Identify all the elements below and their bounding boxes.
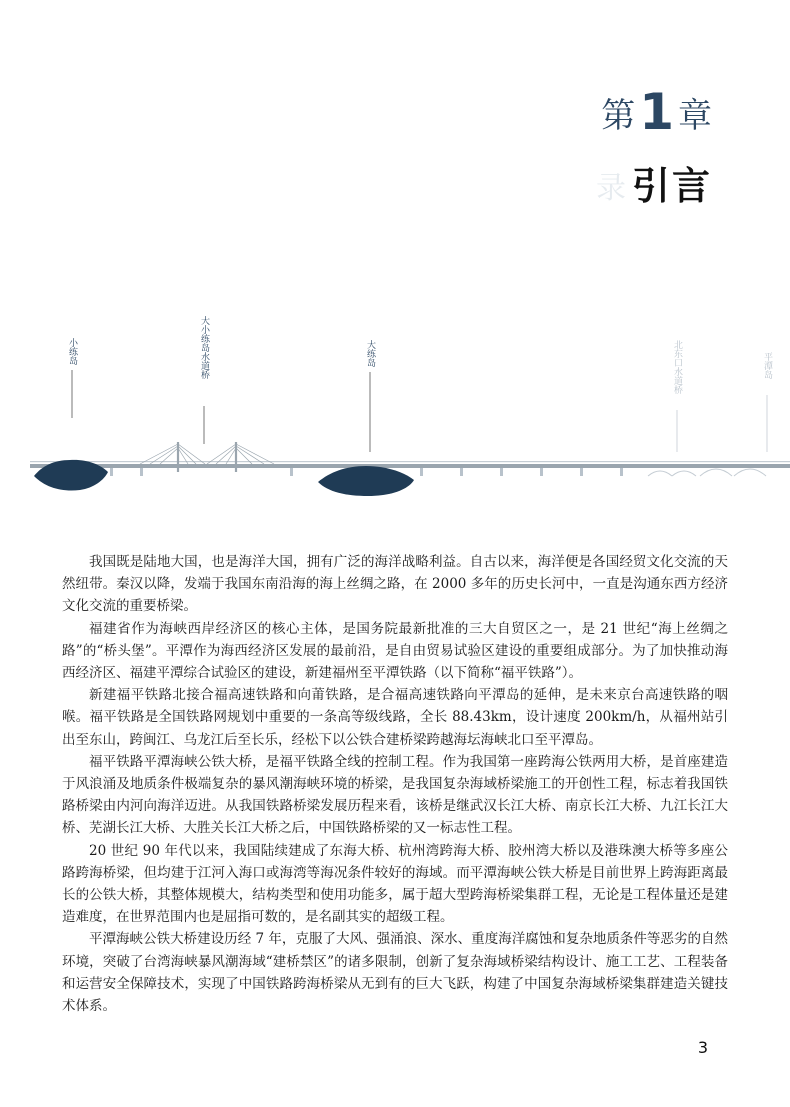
bridge-deck <box>30 464 790 468</box>
chapter-prefix: 第 <box>601 96 636 136</box>
chapter-label <box>601 83 712 141</box>
paragraph-6: 平潭海峡公铁大桥建设历经 7 年，克服了大风、强涌浪、深水、重度海洋腐蚀和复杂地质条件等恶劣的自然环境，突破了台湾海峡暴风潮海域“建桥禁区”的诸多限制，创新了复杂海域桥梁结构设计、施工工艺、工程装备和运营安全保障技术，实现了中国铁路跨海桥梁从无到有的巨大飞跃，构建了中国复杂海域桥梁集群建造关键技术体系。 <box>62 931 728 1015</box>
label-pingtan-island: 平潭岛 <box>762 352 772 379</box>
paragraph-2: 福建省作为海峡西岸经济区的核心主体，是国务院最新批准的三大自贸区之一，是 21 世纪“海上丝绸之路”的“桥头堡”。平潭作为海西经济区发展的最前沿，是自由贸易试验区建设的重要组成部分。为了加快推动海西经济区、福建平潭综合试验区的建设，新建福州至平潭铁路（以下简称“福平铁路”）。 <box>62 620 728 682</box>
bridge-illustration <box>0 300 790 510</box>
paragraph-4: 福平铁路平潭海峡公铁大桥，是福平铁路全线的控制工程。作为我国第一座跨海公铁两用大桥，是首座建造于风浪涌及地质条件极端复杂的暴风潮海峡环境的桥梁，是我国复杂海域桥梁施工的开创性工程，标志着我国铁路桥梁由内河向海洋迈进。从我国铁路桥梁发展历程来看，该桥是继武汉长江大桥、南京长江大桥、九江长江大桥、芜湖长江大桥、大胜关长江大桥之后，中国铁路桥梁的又一标志性工程。 <box>62 753 728 837</box>
chapter-number: 1 <box>639 83 674 141</box>
paragraph-3: 新建福平铁路北接合福高速铁路和向莆铁路，是合福高速铁路向平潭岛的延伸，是未来京台高速铁路的咽喉。福平铁路是全国铁路网规划中重要的一条高等级线路，全长 88.43km，设计速度 200km/h，从福州站引出至东山，跨闽江、乌龙江后至长乐，经松下以公铁合建桥梁跨越海坛海峡北口至平潭岛。 <box>62 687 728 748</box>
paragraph-1: 我国既是陆地大国，也是海洋大国，拥有广泛的海洋战略利益。自古以来，海洋便是各国经贸文化交流的天然纽带。秦汉以降，发端于我国东南沿海的海上丝绸之路，在 2000 多年的历史长河中，一直是沟通东西方经济文化交流的重要桥梁。 <box>62 554 728 615</box>
chapter-suffix: 章 <box>678 96 712 136</box>
bridge-svg <box>0 300 790 510</box>
page-number: 3 <box>697 1038 708 1057</box>
label-daxiaolian-channel-bridge: 大小练岛水道桥 <box>199 316 209 379</box>
chapter-title: 引言 <box>631 164 712 208</box>
label-beidongkou-channel-bridge: 北东口水道桥 <box>672 340 682 394</box>
arch-spans <box>648 469 766 476</box>
paragraph-5: 20 世纪 90 年代以来，我国陆续建成了东海大桥、杭州湾跨海大桥、胶州湾大桥以及港珠澳大桥等多座公路跨海桥梁，但均建于江河入海口或海湾等海况条件较好的海域。而平潭海峡公铁大桥是目前世界上跨海距离最长的公铁大桥，其整体规模大，结构类型和使用功能多，属于超大型跨海桥梁集群工程，无论是工程体量还是建造难度，在世界范围内也是屈指可数的，是名副其实的超级工程。 <box>62 842 728 926</box>
label-dalian-island: 大练岛 <box>365 340 375 367</box>
title-ghost-glyph: 录 <box>596 171 626 206</box>
body-text <box>62 551 728 1017</box>
label-xiaolian-island: 小练岛 <box>67 338 77 365</box>
dalian-island-shape <box>318 466 414 496</box>
